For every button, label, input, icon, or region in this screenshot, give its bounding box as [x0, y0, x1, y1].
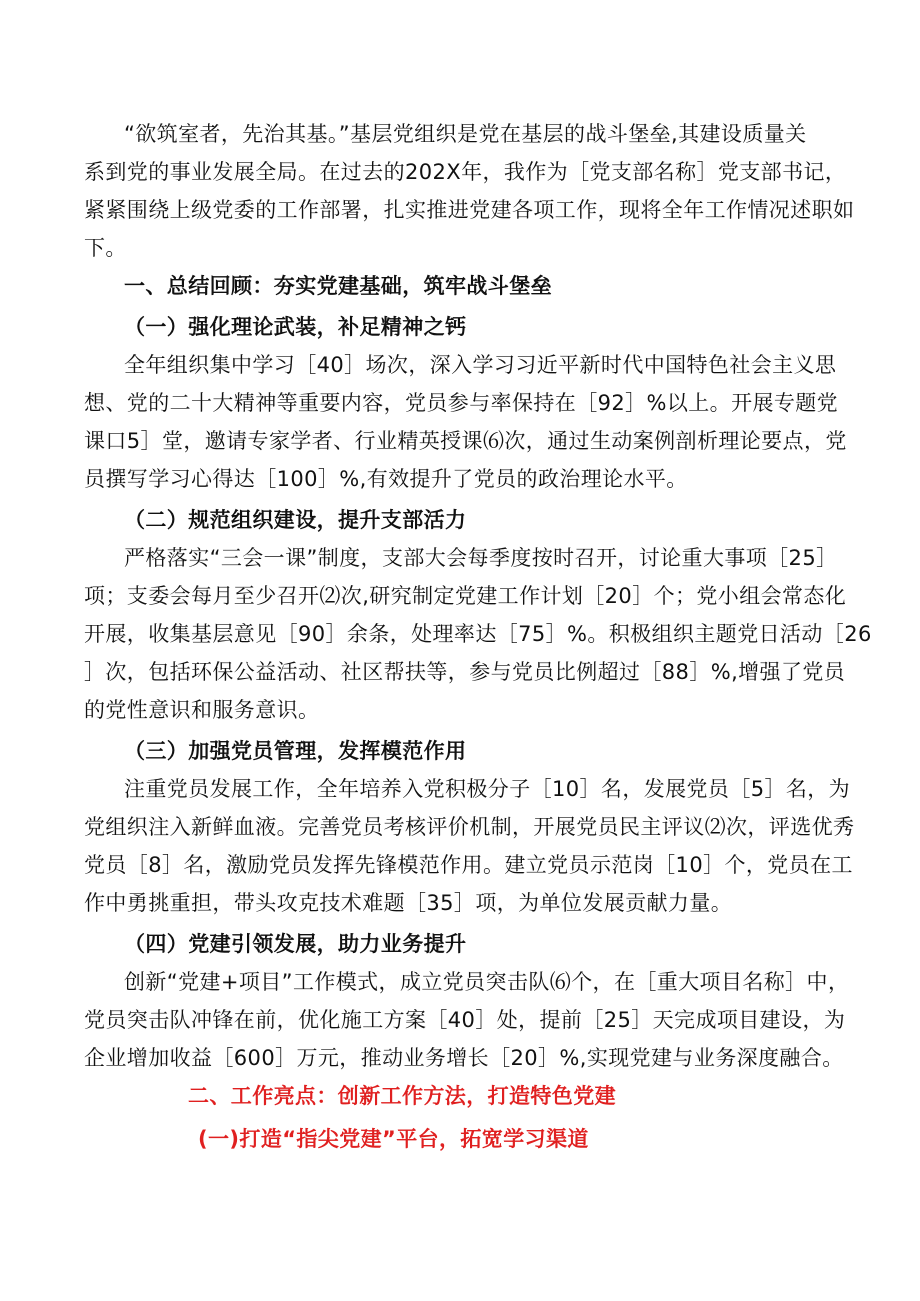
subsection-2-line-3: 开展，收集基层意见［90］余条，处理率达［75］%。积极组织主题党日活动［26	[84, 622, 872, 646]
subsection-3-line-4: 作中勇挑重担，带头攻克技术难题［35］项，为单位发展贡献力量。	[84, 891, 733, 915]
subsection-2-line-5: 的党性意识和服务意识。	[84, 698, 320, 722]
section-2-subheading-1: (一)打造“指尖党建”平台，拓宽学习渠道	[198, 1127, 589, 1151]
subsection-2-line-4: ］次，包括环保公益活动、社区帮扶等，参与党员比例超过［88］%,增强了党员	[84, 660, 846, 684]
subsection-4-line-2: 党员突击队冲锋在前，优化施工方案［40］处，提前［25］天完成项目建设，为	[84, 1008, 846, 1032]
subsection-3-line-2: 党组织注入新鲜血液。完善党员考核评价机制，开展党员民主评议⑵次，评选优秀	[84, 815, 855, 839]
subsection-1-line-2: 想、党的二十大精神等重要内容，党员参与率保持在［92］%以上。开展专题党	[84, 391, 839, 415]
intro-line-4: 下。	[84, 236, 127, 260]
intro-line-3: 紧紧围绕上级党委的工作部署，扎实推进党建各项工作，现将全年工作情况述职如	[84, 198, 855, 222]
subsection-1-line-4: 员撰写学习心得达［100］%,有效提升了党员的政治理论水平。	[84, 467, 688, 491]
section-2-heading: 二、工作亮点：创新工作方法，打造特色党建	[188, 1084, 616, 1108]
subsection-1-heading: （一）强化理论武装，补足精神之钙	[124, 315, 467, 339]
subsection-1-line-1: 全年组织集中学习［40］场次，深入学习习近平新时代中国特色社会主义思	[124, 353, 837, 377]
subsection-3-line-1: 注重党员发展工作，全年培养入党积极分子［10］名，发展党员［5］名，为	[124, 777, 851, 801]
intro-line-1: “欲筑室者，先治其基。”基层党组织是党在基层的战斗堡垒,其建设质量关	[124, 122, 807, 146]
subsection-3-heading: （三）加强党员管理，发挥模范作用	[124, 739, 467, 763]
subsection-4-line-3: 企业增加收益［600］万元，推动业务增长［20］%,实现党建与业务深度融合。	[84, 1046, 844, 1070]
subsection-4-line-1: 创新“党建+项目”工作模式，成立党员突击队⑹个，在［重大项目名称］中，	[124, 970, 850, 994]
section-1-heading: 一、总结回顾：夯实党建基础，筑牢战斗堡垒	[124, 274, 552, 298]
intro-line-2: 系到党的事业发展全局。在过去的202X年，我作为［党支部名称］党支部书记，	[84, 160, 847, 184]
subsection-2-heading: （二）规范组织建设，提升支部活力	[124, 508, 467, 532]
subsection-1-line-3: 课口5］堂，邀请专家学者、行业精英授课⑹次，通过生动案例剖析理论要点，党	[84, 429, 847, 453]
subsection-2-line-2: 项；支委会每月至少召开⑵次,研究制定党建工作计划［20］个；党小组会常态化	[84, 584, 847, 608]
subsection-4-heading: （四）党建引领发展，助力业务提升	[124, 932, 467, 956]
subsection-3-line-3: 党员［8］名，激励党员发挥先锋模范作用。建立党员示范岗［10］个，党员在工	[84, 853, 853, 877]
subsection-2-line-1: 严格落实“三会一课”制度，支部大会每季度按时召开，讨论重大事项［25］	[124, 546, 838, 570]
